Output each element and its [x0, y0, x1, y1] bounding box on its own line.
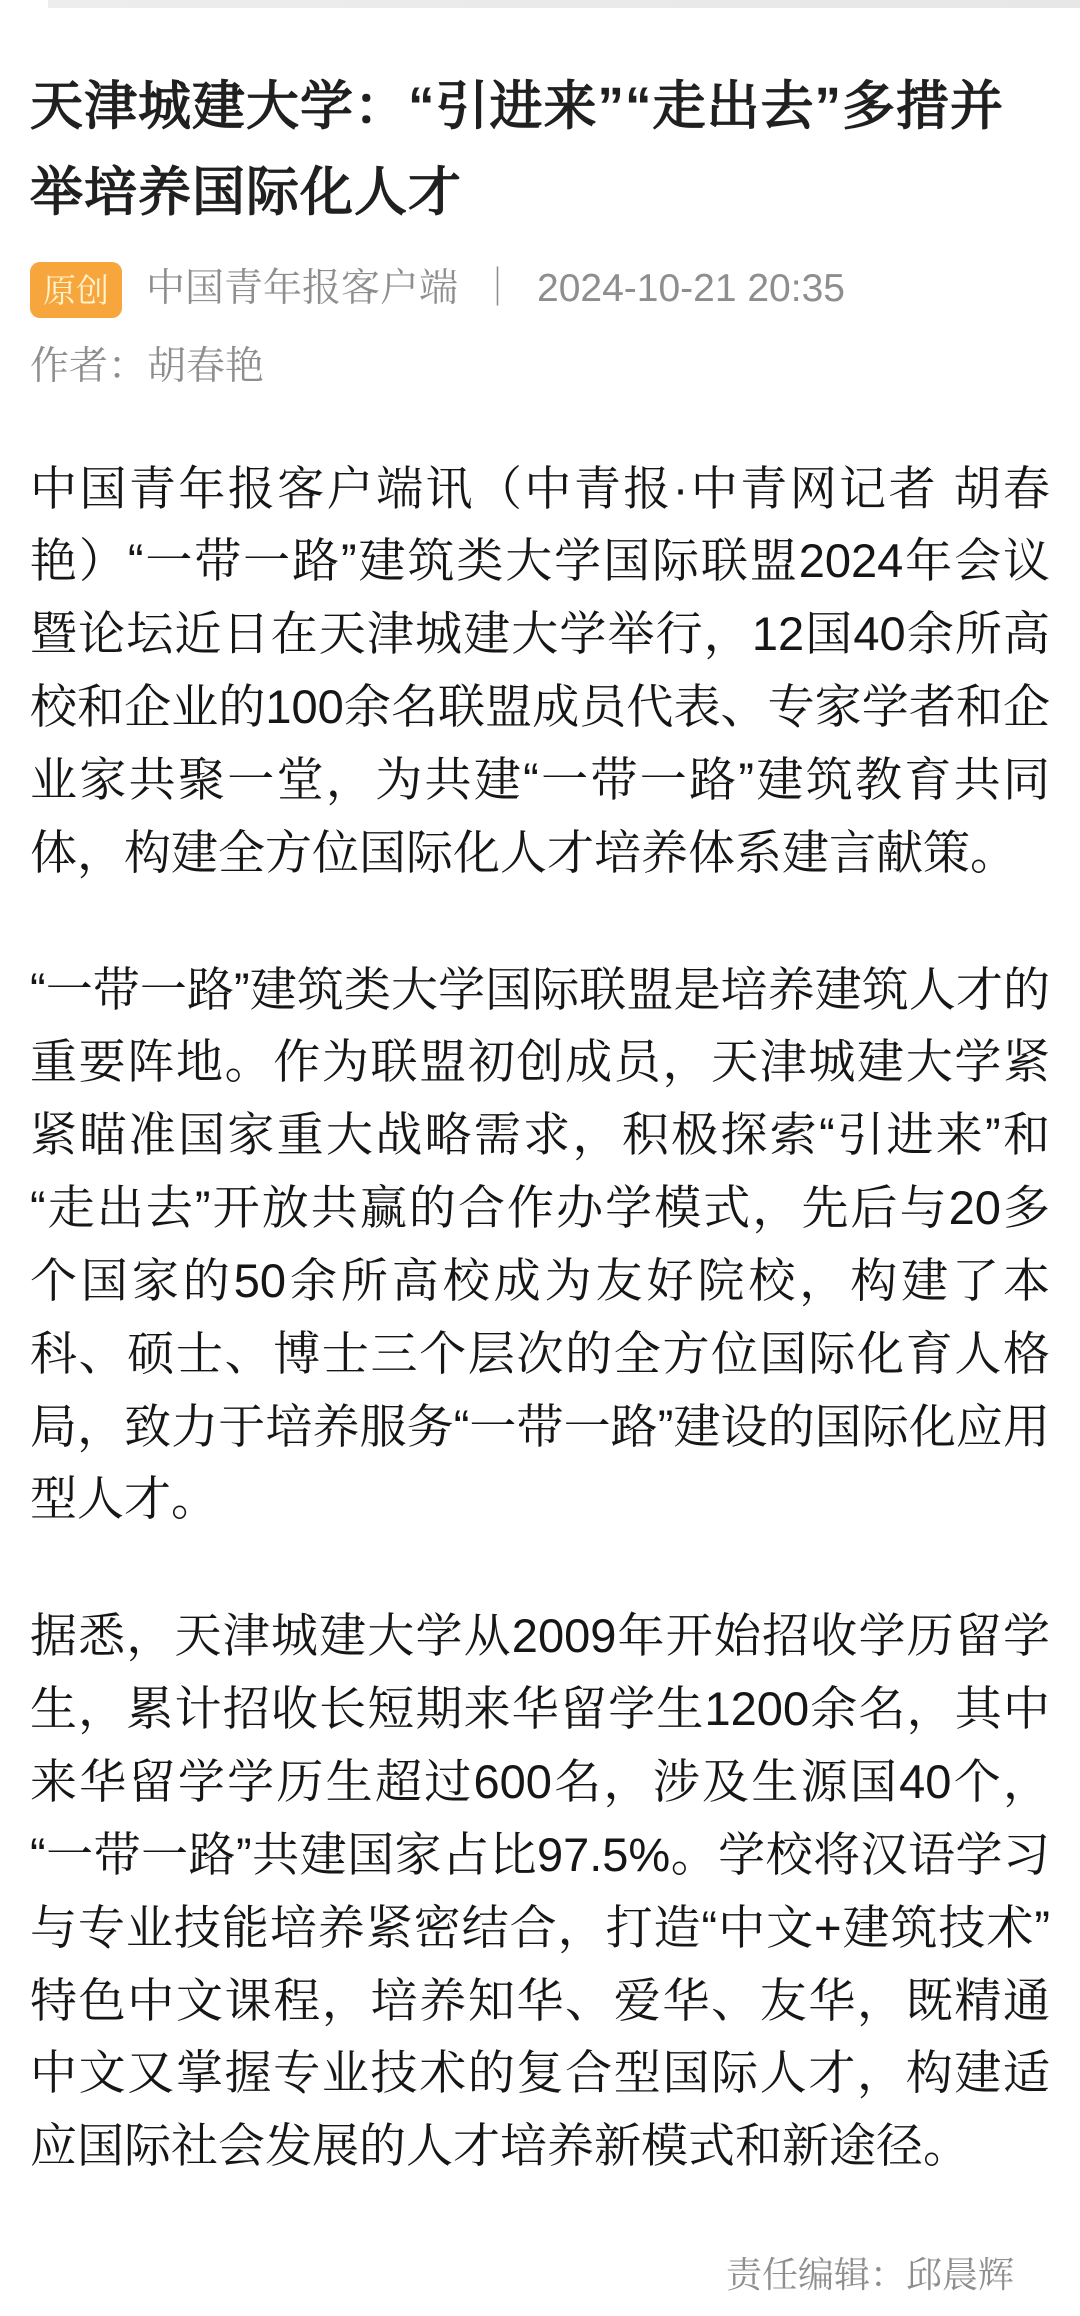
- author-label: 作者：: [30, 344, 148, 388]
- article-content: [0, 8, 1080, 2316]
- article-body: [30, 453, 1050, 2248]
- editor-name: 邱晨辉: [905, 2254, 1014, 2296]
- top-divider: [0, 0, 1080, 8]
- publish-datetime: 2024-10-21 20:35: [537, 267, 845, 311]
- meta-separator: ｜: [478, 267, 518, 311]
- author-name: 胡春艳: [147, 344, 265, 388]
- article-paragraph: 中国青年报客户端讯（中青报·中青网记者 胡春艳）“一带一路”建筑类大学国际联盟2024年会议暨论坛近日在天津城建大学举行，12国40余所高校和企业的100余名联盟成员代表、专家学者和企业家共聚一堂，为共建“一带一路”建筑教育共同体，构建全方位国际化人才培养体系建言献策。: [30, 461, 1050, 879]
- original-badge: 原创: [30, 262, 122, 318]
- source-name: 中国青年报客户端: [146, 267, 459, 311]
- editor-label: 责任编辑：: [725, 2254, 906, 2296]
- author-row: [30, 344, 1050, 391]
- article-paragraph: 据悉，天津城建大学从2009年开始招收学历留学生，累计招收长短期来华留学生1200余名，其中来华留学学历生超过600名，涉及生源国40个，“一带一路”共建国家占比97.5%。学校将汉语学习与专业技能培养紧密结合，打造“中文+建筑技术”特色中文课程，培养知华、爱华、友华，既精通中文又掌握专业技术的复合型国际人才，构建适应国际社会发展的人才培养新模式和新途径。: [30, 1609, 1050, 2173]
- article-title: 天津城建大学：“引进来”“走出去”多措并举培养国际化人才: [30, 77, 1004, 222]
- article-meta-row: [30, 262, 1050, 318]
- article-paragraph: “一带一路”建筑类大学国际联盟是培养建筑人才的重要阵地。作为联盟初创成员，天津城建大学紧紧瞄准国家重大战略需求，积极探索“引进来”和“走出去”开放共赢的合作办学模式，先后与20多个国家的50余所高校成为友好院校，构建了本科、硕士、博士三个层次的全方位国际化育人格局，致力于培养服务“一带一路”建设的国际化应用型人才。: [30, 962, 1050, 1526]
- editor-row: [30, 2247, 1050, 2316]
